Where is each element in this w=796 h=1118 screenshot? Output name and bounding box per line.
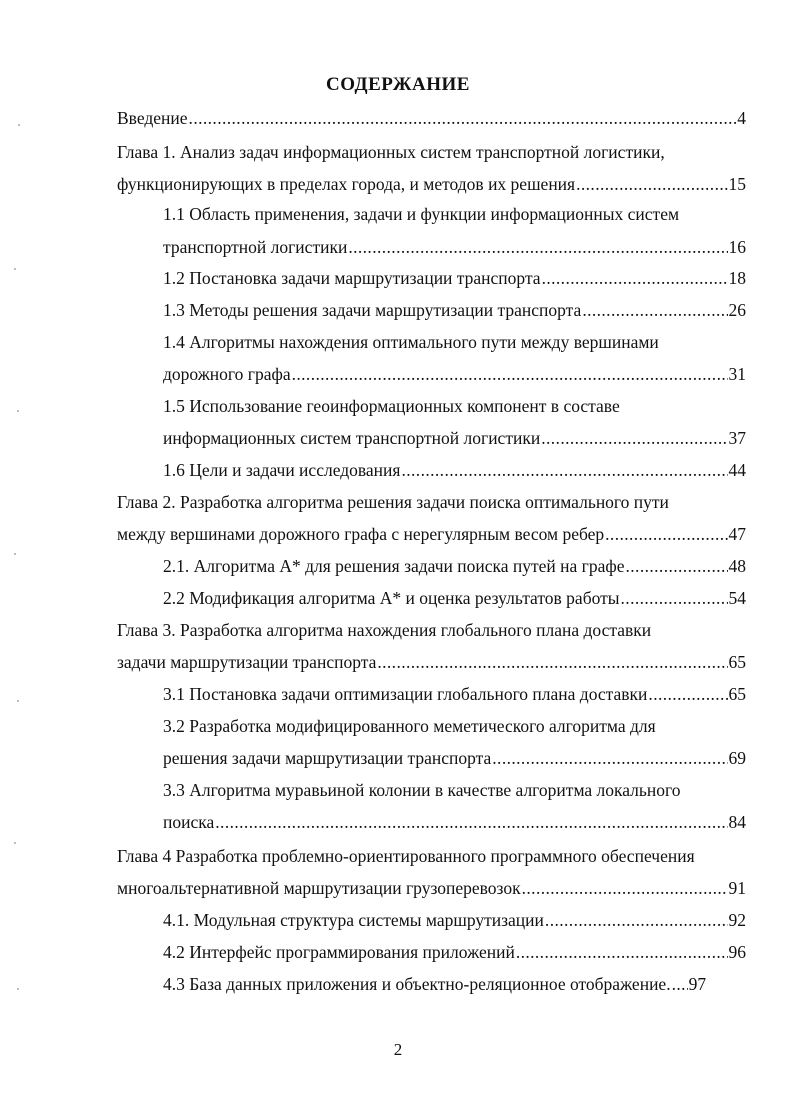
toc-entry-4-1[interactable]: 4.1. Модульная структура системы маршрутизации ..... 92 <box>163 904 746 936</box>
scan-speck <box>18 124 20 126</box>
toc-entry-2-1[interactable]: 2.1. Алгоритма А* для решения задачи поиска путей на графе ..... 48 <box>163 550 746 582</box>
toc-entry-chapter-4-cont[interactable]: многоальтернативной маршрутизации грузоперевозок ..... 91 <box>117 872 746 904</box>
scan-speck <box>17 700 19 702</box>
page-title: СОДЕРЖАНИЕ <box>326 74 470 95</box>
toc-entry-1-4-cont[interactable]: дорожного графа ..... 31 <box>163 358 746 390</box>
scan-speck <box>14 268 16 270</box>
toc-entry-4-3[interactable]: 4.3 База данных приложения и объектно-реляционное отображение. ..... 97 <box>163 968 746 1000</box>
toc-entry-1-2[interactable]: 1.2 Постановка задачи маршрутизации транспорта ..... 18 <box>163 262 746 294</box>
toc-entry-3-2[interactable]: 3.2 Разработка модифицированного меметического алгоритма для <box>163 716 656 736</box>
toc-entry-3-1[interactable]: 3.1 Постановка задачи оптимизации глобального плана доставки ..... 65 <box>163 678 746 710</box>
toc-entry-introduction[interactable]: Введение ..... 4 <box>117 102 746 134</box>
toc-entry-chapter-1-cont[interactable]: функционирующих в пределах города, и методов их решения ..... 15 <box>117 168 746 200</box>
toc-entry-chapter-4[interactable]: Глава 4 Разработка проблемно-ориентированного программного обеспечения <box>117 846 695 866</box>
toc-entry-chapter-2-cont[interactable]: между вершинами дорожного графа с нерегулярным весом ребер ..... 47 <box>117 518 746 550</box>
toc-entry-chapter-3-cont[interactable]: задачи маршрутизации транспорта ..... 65 <box>117 646 746 678</box>
toc-entry-1-5-cont[interactable]: информационных систем транспортной логистики ..... 37 <box>163 422 746 454</box>
toc-entry-3-3[interactable]: 3.3 Алгоритма муравьиной колонии в качестве алгоритма локального <box>163 780 681 800</box>
page-number: 2 <box>393 1040 403 1059</box>
toc-entry-chapter-1[interactable]: Глава 1. Анализ задач информационных систем транспортной логистики, <box>117 142 665 162</box>
toc-entry-3-3-cont[interactable]: поиска ..... 84 <box>163 806 746 838</box>
scan-speck <box>14 842 16 844</box>
toc-entry-1-4[interactable]: 1.4 Алгоритмы нахождения оптимального пути между вершинами <box>163 332 659 352</box>
toc-entry-1-5[interactable]: 1.5 Использование геоинформационных компонент в составе <box>163 396 620 416</box>
toc-entry-4-2[interactable]: 4.2 Интерфейс программирования приложений ..... 96 <box>163 936 746 968</box>
toc-entry-1-1[interactable]: 1.1 Область применения, задачи и функции информационных систем <box>163 204 680 224</box>
scan-speck <box>17 410 19 412</box>
toc-entry-2-2[interactable]: 2.2 Модификация алгоритма А* и оценка результатов работы ..... 54 <box>163 582 746 614</box>
toc-entry-chapter-3[interactable]: Глава 3. Разработка алгоритма нахождения глобального плана доставки <box>117 620 652 640</box>
toc-entry-3-2-cont[interactable]: решения задачи маршрутизации транспорта ..... 69 <box>163 742 746 774</box>
toc-entry-1-1-cont[interactable]: транспортной логистики ..... 16 <box>163 231 746 263</box>
toc-entry-1-3[interactable]: 1.3 Методы решения задачи маршрутизации транспорта ..... 26 <box>163 294 746 326</box>
toc-entry-1-6[interactable]: 1.6 Цели и задачи исследования ..... 44 <box>163 454 746 486</box>
scan-speck <box>17 988 19 990</box>
toc-entry-chapter-2[interactable]: Глава 2. Разработка алгоритма решения задачи поиска оптимального пути <box>117 492 669 512</box>
scan-speck <box>14 553 16 555</box>
